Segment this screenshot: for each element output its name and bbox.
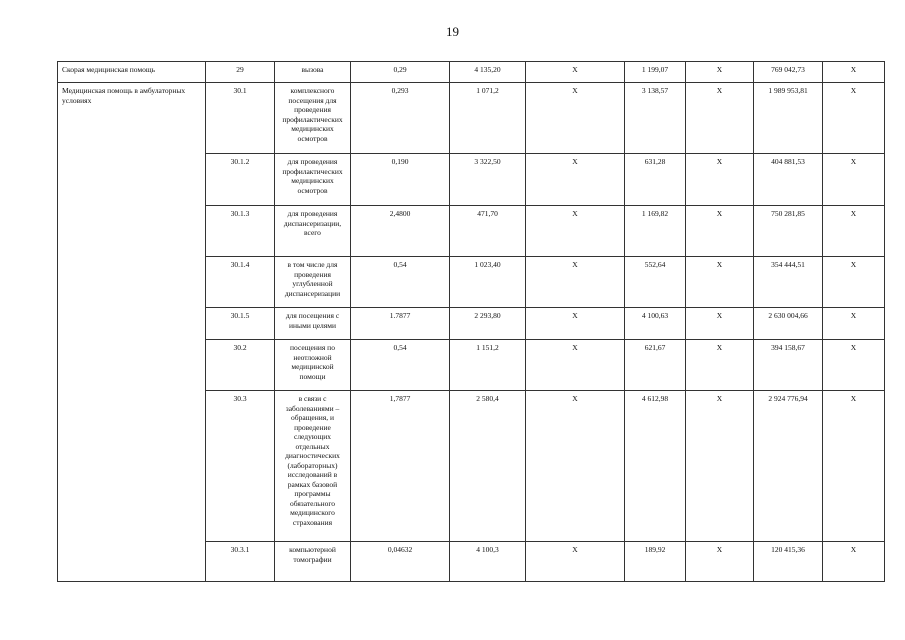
row-code-cell: 30.1.3	[206, 206, 275, 257]
row-total-cell: 2 630 004,66	[754, 308, 823, 340]
row-code-cell: 30.1.2	[206, 154, 275, 206]
row-x3-cell: X	[823, 391, 885, 542]
row-x2-cell: X	[686, 206, 754, 257]
row-x3-cell: X	[823, 154, 885, 206]
row-code-cell: 29	[206, 62, 275, 83]
row-cost-cell: 1 071,2	[450, 83, 526, 154]
row-norm-cell: 0,54	[351, 340, 450, 391]
row-cost-cell: 471,70	[450, 206, 526, 257]
row-x2-cell: X	[686, 257, 754, 308]
row-code-cell: 30.1.5	[206, 308, 275, 340]
row-total-cell: 1 989 953,81	[754, 83, 823, 154]
row-total-cell: 404 881,53	[754, 154, 823, 206]
row-norm-cell: 0,04632	[351, 542, 450, 582]
row-total-cell: 394 158,67	[754, 340, 823, 391]
row-total-cell: 354 444,51	[754, 257, 823, 308]
row-x1-cell: X	[526, 257, 625, 308]
row-unit-cell: для проведения профилактических медицинских осмотров	[275, 154, 351, 206]
row-per-capita-cell: 4 100,63	[625, 308, 686, 340]
page-number: 19	[446, 24, 459, 39]
tariff-table	[57, 61, 885, 582]
row-x1-cell: X	[526, 62, 625, 83]
table-row	[58, 62, 885, 83]
row-cost-cell: 3 322,50	[450, 154, 526, 206]
row-unit-cell: компьютерной томографии	[275, 542, 351, 582]
row-x2-cell: X	[686, 154, 754, 206]
row-x3-cell: X	[823, 83, 885, 154]
row-code-cell: 30.3.1	[206, 542, 275, 582]
row-x2-cell: X	[686, 62, 754, 83]
row-x1-cell: X	[526, 308, 625, 340]
row-x1-cell: X	[526, 391, 625, 542]
row-x3-cell: X	[823, 308, 885, 340]
row-x1-cell: X	[526, 83, 625, 154]
row-x1-cell: X	[526, 154, 625, 206]
row-per-capita-cell: 552,64	[625, 257, 686, 308]
row-x1-cell: X	[526, 542, 625, 582]
row-x3-cell: X	[823, 206, 885, 257]
row-total-cell: 769 042,73	[754, 62, 823, 83]
row-norm-cell: 1.7877	[351, 308, 450, 340]
row-cost-cell: 2 580,4	[450, 391, 526, 542]
row-x3-cell: X	[823, 257, 885, 308]
row-per-capita-cell: 1 169,82	[625, 206, 686, 257]
row-unit-cell: в том числе для проведения углубленной диспансеризации	[275, 257, 351, 308]
row-name-cell: Скорая медицинская помощь	[58, 62, 206, 83]
row-per-capita-cell: 1 199,07	[625, 62, 686, 83]
row-cost-cell: 1 023,40	[450, 257, 526, 308]
row-unit-cell: для проведения диспансеризации, всего	[275, 206, 351, 257]
row-cost-cell: 2 293,80	[450, 308, 526, 340]
row-x2-cell: X	[686, 542, 754, 582]
row-norm-cell: 1,7877	[351, 391, 450, 542]
row-norm-cell: 0,29	[351, 62, 450, 83]
row-per-capita-cell: 3 138,57	[625, 83, 686, 154]
row-x1-cell: X	[526, 340, 625, 391]
row-unit-cell: комплексного посещения для проведения профилактических медицинских осмотров	[275, 83, 351, 154]
row-norm-cell: 0,190	[351, 154, 450, 206]
row-per-capita-cell: 631,28	[625, 154, 686, 206]
row-total-cell: 2 924 776,94	[754, 391, 823, 542]
row-x2-cell: X	[686, 83, 754, 154]
row-unit-cell: вызова	[275, 62, 351, 83]
row-unit-cell: посещения по неотложной медицинской помощи	[275, 340, 351, 391]
row-unit-cell: для посещения с иными целями	[275, 308, 351, 340]
row-x1-cell: X	[526, 206, 625, 257]
row-code-cell: 30.3	[206, 391, 275, 542]
row-total-cell: 120 415,36	[754, 542, 823, 582]
row-norm-cell: 0,54	[351, 257, 450, 308]
table-row	[58, 83, 885, 154]
row-x3-cell: X	[823, 542, 885, 582]
row-norm-cell: 2,4800	[351, 206, 450, 257]
row-code-cell: 30.2	[206, 340, 275, 391]
row-x2-cell: X	[686, 308, 754, 340]
row-per-capita-cell: 4 612,98	[625, 391, 686, 542]
row-per-capita-cell: 621,67	[625, 340, 686, 391]
row-name-cell: Медицинская помощь в амбулаторных условиях	[58, 83, 206, 582]
row-x2-cell: X	[686, 391, 754, 542]
row-unit-cell: в связи с заболеваниями – обращения, и проведение следующих отдельных диагностических (лабораторных) исследований в рамках базовой программы обязательного медицинского страхования	[275, 391, 351, 542]
row-x2-cell: X	[686, 340, 754, 391]
row-x3-cell: X	[823, 62, 885, 83]
row-cost-cell: 1 151,2	[450, 340, 526, 391]
row-code-cell: 30.1	[206, 83, 275, 154]
row-code-cell: 30.1.4	[206, 257, 275, 308]
row-norm-cell: 0,293	[351, 83, 450, 154]
row-per-capita-cell: 189,92	[625, 542, 686, 582]
row-x3-cell: X	[823, 340, 885, 391]
row-cost-cell: 4 135,20	[450, 62, 526, 83]
row-cost-cell: 4 100,3	[450, 542, 526, 582]
row-total-cell: 750 281,85	[754, 206, 823, 257]
